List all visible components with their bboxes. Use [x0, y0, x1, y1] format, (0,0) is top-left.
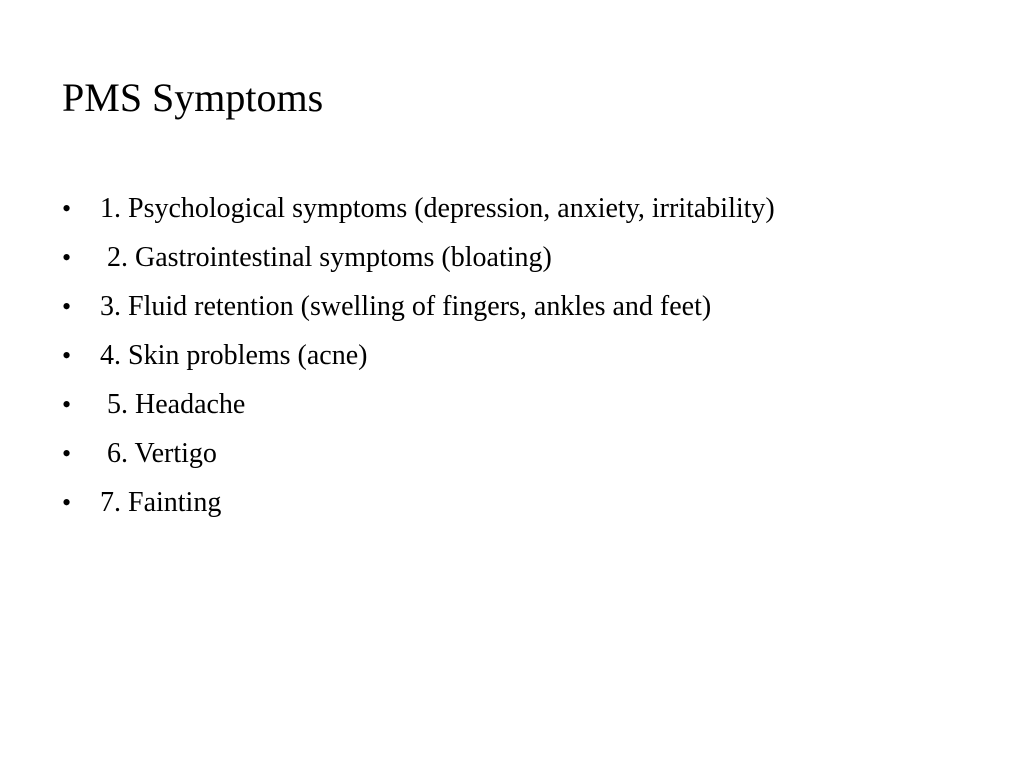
- bullet-icon: •: [62, 390, 72, 419]
- bullet-text: 4. Skin problems (acne): [100, 340, 368, 371]
- bullet-text: 5. Headache: [100, 389, 246, 420]
- bullet-item-2: [62, 233, 775, 282]
- bullet-icon: •: [62, 488, 72, 517]
- bullet-item-1: [62, 184, 775, 233]
- bullet-icon: •: [62, 194, 72, 223]
- bullet-text: 6. Vertigo: [100, 438, 217, 469]
- bullet-icon: •: [62, 292, 72, 321]
- bullet-text: 7. Fainting: [100, 487, 222, 518]
- bullet-list: [62, 184, 775, 527]
- bullet-icon: •: [62, 341, 72, 370]
- bullet-icon: •: [62, 243, 72, 272]
- bullet-text: 2. Gastrointestinal symptoms (bloating): [100, 242, 552, 273]
- bullet-item-7: [62, 478, 775, 527]
- bullet-text: 1. Psychological symptoms (depression, anxiety, irritability): [100, 193, 775, 224]
- bullet-icon: •: [62, 439, 72, 468]
- bullet-text: 3. Fluid retention (swelling of fingers, ankles and feet): [100, 291, 712, 322]
- bullet-item-5: [62, 380, 775, 429]
- bullet-item-3: [62, 282, 775, 331]
- bullet-item-6: [62, 429, 775, 478]
- slide-title: PMS Symptoms: [62, 75, 324, 120]
- bullet-item-4: [62, 331, 775, 380]
